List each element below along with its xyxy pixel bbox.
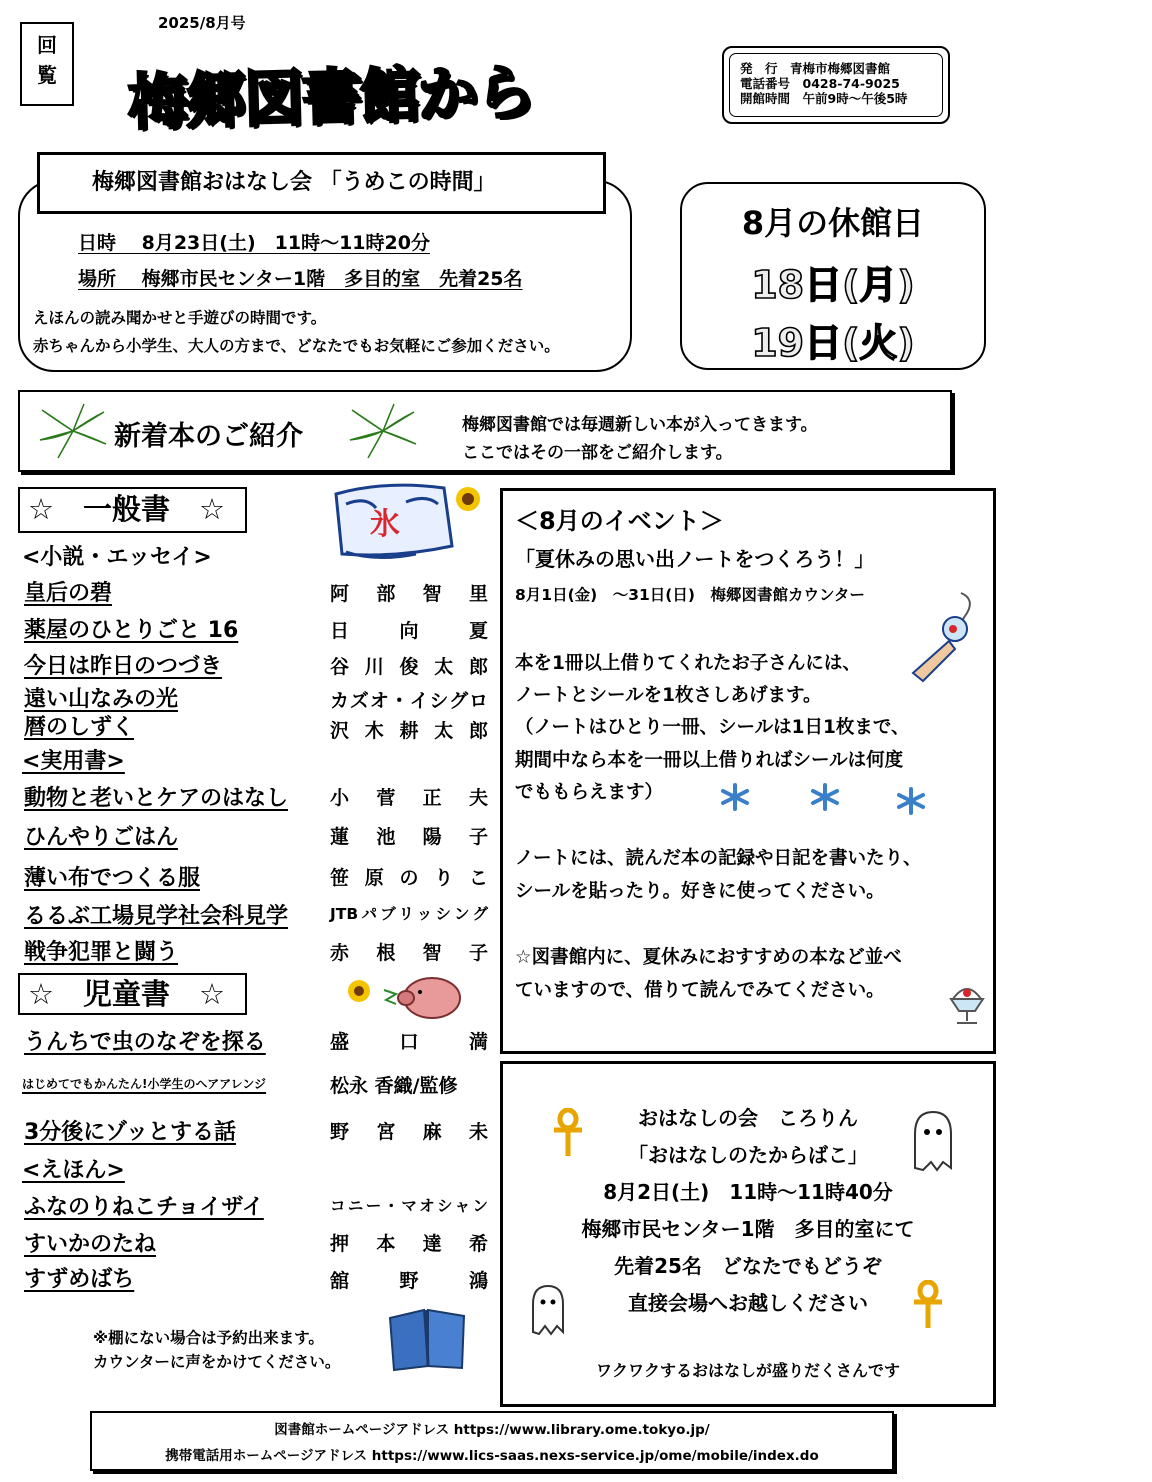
book-author: 日向夏 [330, 620, 488, 642]
ghost-icon [527, 1282, 569, 1336]
book-author: 小菅正夫 [330, 787, 488, 809]
august-events-box [500, 488, 996, 1054]
events-title: 「夏休みの思い出ノートをつくろう！」 [515, 547, 875, 571]
book-title: 薄い布でつくる服 [24, 866, 201, 891]
events-line: ノートには、読んだ本の記録や日記を書いたり、 [515, 848, 922, 869]
events-line: 期間中なら本を一冊以上借りればシールは何度 [515, 750, 904, 771]
novel-heading: <小説・エッセイ> [22, 545, 212, 570]
ghost-icon [907, 1108, 959, 1172]
book-title: 動物と老いとケアのはなし [24, 786, 289, 811]
book-author: 松永 香織/監修 [330, 1075, 458, 1097]
homepage-url: 図書館ホームページアドレス https://www.library.ome.tokyo.jp/ [274, 1422, 710, 1438]
publisher-box [722, 46, 950, 124]
book-title: 戦争犯罪と闘う [24, 940, 179, 965]
events-line: （ノートはひとり一冊、シールは1日1枚まで、 [515, 717, 910, 738]
book-author: JTBパブリッシング [330, 905, 488, 923]
book-author: 盛口満 [330, 1031, 488, 1053]
sunflower-icon [346, 978, 372, 1004]
book-title: 暦のしずく [24, 715, 135, 740]
korolin-line: 直接会場へお越しください [628, 1291, 868, 1315]
storytime-title: 梅郷図書館おはなし会 「うめこの時間」 [37, 152, 606, 214]
reserve-note: カウンターに声をかけてください。 [93, 1353, 341, 1371]
events-heading: ＜8月のイベント＞ [515, 507, 724, 535]
book-title: すずめばち [24, 1267, 135, 1292]
bamboo-leaf-icon [36, 400, 110, 462]
general-books-heading: ☆ 一般書 ☆ [18, 487, 247, 533]
mobile-homepage-url: 携帯電話用ホームページアドレス https://www.lics-saas.nexs-service.jp/ome/mobile/index.do [165, 1448, 819, 1464]
korolin-date: 8月2日(土) 11時～11時40分 [603, 1180, 893, 1204]
events-line: 本を1冊以上借りてくれたお子さんには、 [515, 653, 861, 674]
pig-icon [382, 972, 464, 1024]
closed-day: 19日(火) [751, 321, 915, 365]
closed-day: 18日(月) [751, 263, 915, 307]
book-author: カズオ・イシグロ [330, 690, 488, 712]
book-title: 遠い山なみの光 [24, 687, 179, 712]
book-author: 赤根智子 [330, 942, 488, 964]
kairan-char-1: 回 [37, 33, 57, 57]
storytime-desc: 赤ちゃんから小学生、大人の方まで、どなたでもお気軽にご参加ください。 [33, 337, 560, 355]
book-author: 笹原のりこ [330, 867, 488, 889]
book-title: 3分後にゾッとする話 [24, 1120, 236, 1145]
issue-label: 2025/8月号 [158, 14, 246, 32]
book-title: ひんやりごはん [24, 825, 179, 850]
korolin-storytime-box [500, 1061, 996, 1407]
events-line: ていますので、借りて読んでみてください。 [515, 980, 885, 1001]
phone-line: 電話番号 0428-74-9025 [740, 76, 900, 91]
bamboo-leaf-icon [346, 400, 420, 462]
book-title: 薬屋のひとりごと 16 [24, 618, 239, 643]
new-books-banner [18, 390, 952, 472]
book-title: うんちで虫のなぞを探る [24, 1030, 266, 1055]
snowflake-icon [889, 785, 933, 817]
book-author: 舘野鴻 [330, 1270, 488, 1292]
open-book-icon [384, 1304, 470, 1372]
book-title: ふなのりねこチョイザイ [24, 1195, 264, 1220]
storytime-date: 日時 8月23日(土) 11時～11時20分 [78, 232, 430, 254]
sunflower-icon [454, 485, 482, 513]
korolin-line: おはなしの会 ころりん [638, 1106, 858, 1130]
closed-days-box [680, 182, 986, 370]
picture-book-heading: <えほん> [22, 1158, 125, 1183]
ankh-icon [551, 1108, 585, 1158]
reserve-note: ※棚にない場合は予約出来ます。 [93, 1329, 324, 1347]
ankh-icon [911, 1280, 945, 1330]
book-title: 皇后の碧 [24, 581, 113, 606]
new-books-desc: ここではその一部をご紹介します。 [462, 443, 733, 463]
closed-days-title: 8月の休館日 [741, 204, 925, 242]
children-books-heading: ☆ 児童書 ☆ [18, 973, 247, 1015]
book-title: すいかのたね [24, 1232, 157, 1257]
korolin-place: 梅郷市民センター1階 多目的室にて [581, 1217, 915, 1241]
footer-box [90, 1411, 894, 1471]
korolin-line: 「おはなしのたからばこ」 [628, 1143, 868, 1167]
book-title: はじめてでもかんたん!小学生のヘアアレンジ [22, 1077, 267, 1091]
events-line: ノートとシールを1枚さしあげます。 [515, 685, 822, 706]
book-author: 谷川俊太郎 [330, 656, 488, 678]
book-title: 今日は昨日のつづき [24, 654, 223, 679]
korolin-closing: ワクワクするおはなしが盛りだくさんです [595, 1361, 900, 1380]
events-period: 8月1日(金) ～31日(日) 梅郷図書館カウンター [515, 586, 865, 604]
kakigori-flag-icon [326, 474, 460, 566]
events-line: でももらえます） [515, 782, 664, 803]
new-books-title: 新着本のご紹介 [114, 421, 303, 452]
svg-text:氷: 氷 [370, 507, 400, 542]
hours-line: 開館時間 午前9時～午後5時 [740, 91, 908, 106]
practical-heading: <実用書> [22, 749, 125, 774]
storytime-place: 場所 梅郷市民センター1階 多目的室 先着25名 [78, 268, 523, 290]
new-books-desc: 梅郷図書館では毎週新しい本が入ってきます。 [462, 415, 818, 435]
wind-chime-icon [909, 589, 979, 685]
events-line: ☆図書館内に、夏休みにおすすめの本など並べ [515, 947, 902, 968]
snowflake-icon [803, 781, 847, 813]
book-author: 蓮池陽子 [330, 826, 488, 848]
book-author: 阿部智里 [330, 583, 488, 605]
storytime-desc: えほんの読み聞かせと手遊びの時間です。 [33, 309, 327, 327]
book-author: コニー・マオシャン [330, 1197, 488, 1215]
kairan-char-2: 覧 [37, 63, 57, 87]
book-author: 沢木耕太郎 [330, 720, 488, 742]
kairan-label [20, 22, 74, 106]
book-title: るるぶ工場見学社会科見学 [24, 904, 289, 929]
shaved-ice-icon [945, 979, 989, 1027]
book-author: 野宮麻未 [330, 1121, 488, 1143]
publisher-line: 発 行 青梅市梅郷図書館 [740, 61, 891, 76]
book-author: 押本達希 [330, 1233, 488, 1255]
snowflake-icon [713, 781, 757, 813]
events-line: シールを貼ったり。好きに使ってください。 [515, 881, 885, 902]
masthead-title: 梅郷図書館から [127, 57, 535, 139]
korolin-line: 先着25名 どなたでもどうぞ [614, 1254, 882, 1278]
